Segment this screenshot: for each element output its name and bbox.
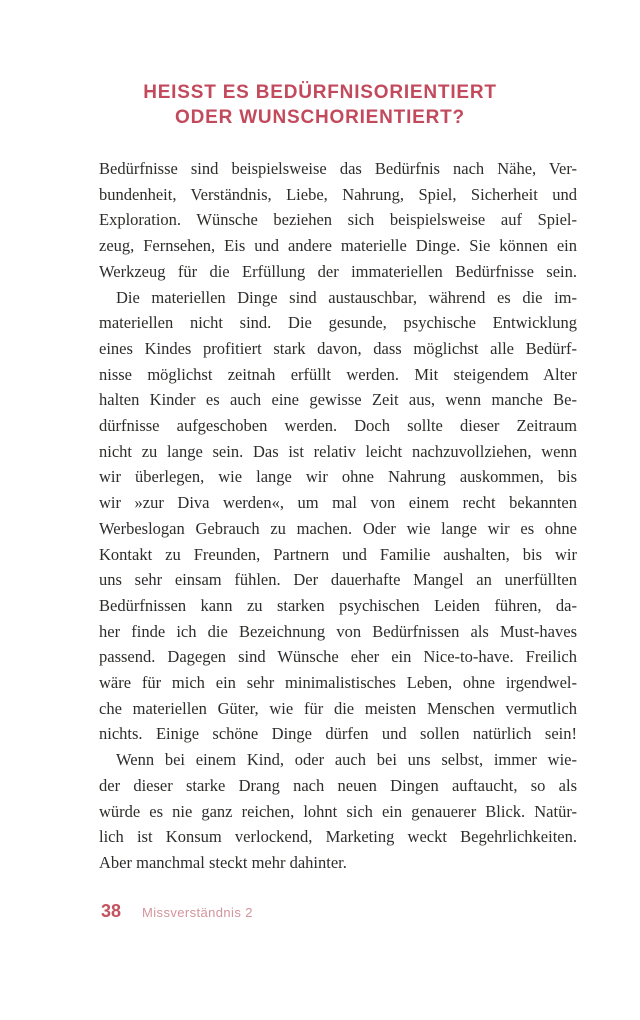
page-number: 38 [101, 901, 122, 921]
body-text [99, 156, 577, 876]
text-line: bundenheit, Verständnis, Liebe, Nahrung, Spiel, Sicherheit und [99, 184, 577, 204]
text-line: Werkzeug für die Erfüllung der immateriellen Bedürfnisse sein. [99, 261, 577, 281]
chapter-heading [0, 80, 640, 130]
text-line: wir »zur Diva werden«, um mal von einem recht bekannten [99, 493, 577, 513]
text-line: Die materiellen Dinge sind austauschbar, während es die im- [116, 287, 577, 307]
text-line: zeug, Fernsehen, Eis und andere materielle Dinge. Sie können ein [99, 236, 577, 256]
text-line: materiellen nicht sind. Die gesunde, psychische Entwicklung [99, 313, 577, 333]
text-line: Kontakt zu Freunden, Partnern und Familie aushalten, bis wir [99, 544, 577, 564]
chapter-label: Missverständnis 2 [142, 905, 253, 920]
text-line: dürfnisse aufgeschoben werden. Doch sollte dieser Zeitraum [99, 416, 577, 436]
text-line: Bedürfnissen kann zu starken psychischen Leiden führen, da- [99, 595, 577, 615]
text-line: nichts. Einige schöne Dinge dürfen und sollen natürlich sein! [99, 724, 577, 744]
text-line: lich ist Konsum verlockend, Marketing weckt Begehrlichkeiten. [99, 827, 577, 847]
text-line: Wenn bei einem Kind, oder auch bei uns selbst, immer wie- [116, 750, 577, 770]
text-line: Werbeslogan Gebrauch zu machen. Oder wie lange wir es ohne [99, 518, 577, 538]
text-line: halten Kinder es auch eine gewisse Zeit aus, wenn manche Be- [99, 390, 577, 410]
text-line: nicht zu lange sein. Das ist relativ leicht nachzuvollziehen, wenn [99, 441, 577, 461]
text-line: uns sehr einsam fühlen. Der dauerhafte Mangel an unerfüllten [99, 570, 577, 590]
text-line: passend. Dagegen sind Wünsche eher ein Nice-to-have. Freilich [99, 647, 577, 667]
text-line: nisse möglichst zeitnah erfüllt werden. Mit steigendem Alter [99, 364, 577, 384]
text-line: Aber manchmal steckt mehr dahinter. [99, 852, 347, 872]
text-line: eines Kindes profitiert stark davon, dass möglichst alle Bedürf- [99, 338, 577, 358]
text-line: her finde ich die Bezeichnung von Bedürfnissen als Must-haves [99, 621, 577, 641]
text-line: Bedürfnisse sind beispielsweise das Bedürfnis nach Nähe, Ver- [99, 159, 577, 178]
text-line: wäre für mich ein sehr minimalistisches Leben, ohne irgendwel- [99, 673, 577, 693]
text-line: der dieser starke Drang nach neuen Dingen auftaucht, so als [99, 775, 577, 795]
text-line: Exploration. Wünsche beziehen sich beispielsweise auf Spiel- [99, 210, 577, 230]
chapter-heading-line-2: ODER WUNSCHORIENTIERT? [175, 107, 465, 128]
text-line: wir überlegen, wie lange wir ohne Nahrung auskommen, bis [99, 467, 577, 487]
page-footer [101, 901, 253, 922]
chapter-heading-line-1: HEISST ES BEDÜRFNISORIENTIERT [143, 82, 497, 103]
text-line: würde es nie ganz reichen, lohnt sich ein genauerer Blick. Natür- [99, 801, 577, 821]
text-line: che materiellen Güter, wie für die meisten Menschen vermutlich [99, 698, 577, 718]
